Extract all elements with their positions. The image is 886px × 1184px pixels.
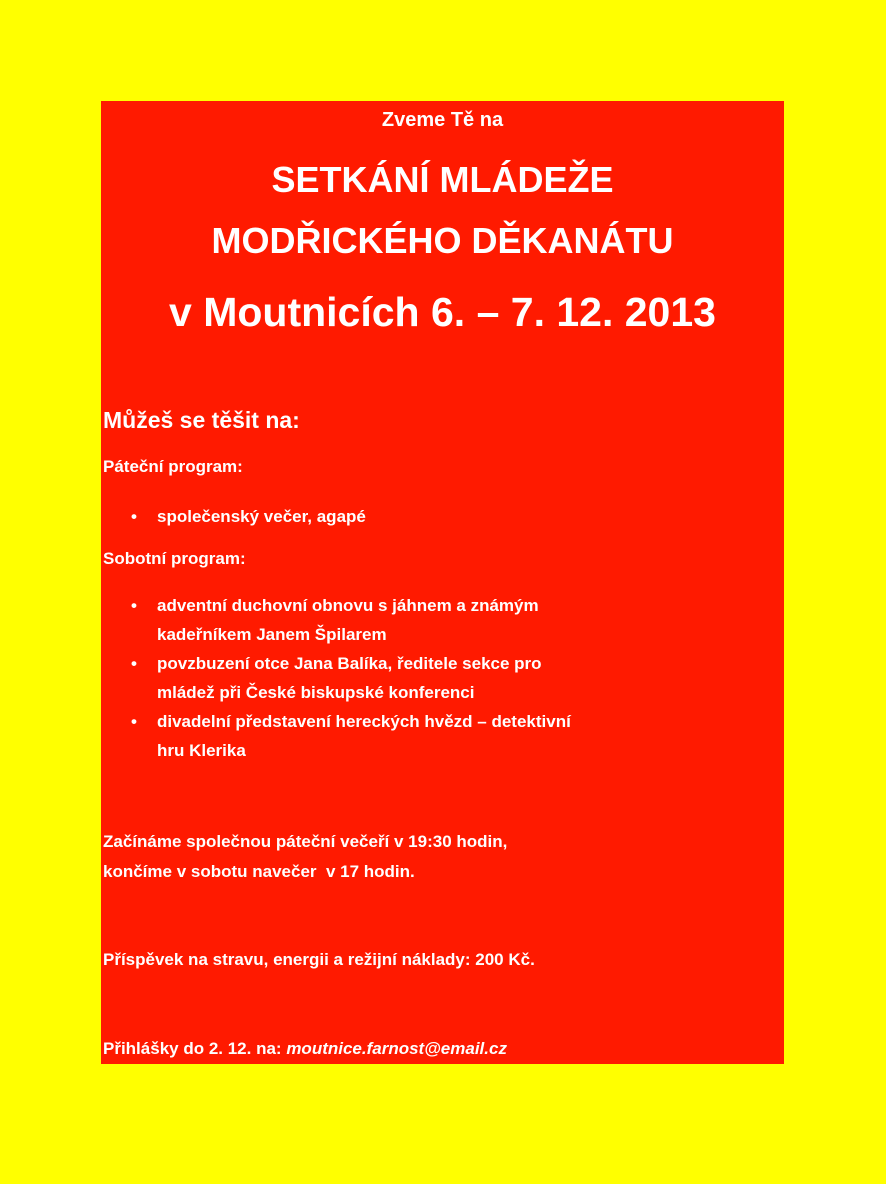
signup-email-link[interactable]: moutnice.farnost@email.cz — [286, 1039, 507, 1058]
title-line-2: MODŘICKÉHO DĚKANÁTU — [211, 220, 674, 261]
title-line-3: v Moutnicích 6. – 7. 12. 2013 — [169, 289, 716, 335]
saturday-heading: Sobotní program: — [103, 549, 246, 568]
list-item-text: divadelní představení hereckých hvězd – detektivní — [157, 712, 571, 731]
list-item-text: povzbuzení otce Jana Balíka, ředitele sekce pro — [157, 654, 542, 673]
bullet-icon: • — [131, 712, 137, 731]
program-lead: Můžeš se těšit na: — [103, 407, 300, 433]
schedule-line-2: končíme v sobotu navečer v 17 hodin. — [103, 862, 415, 881]
signup-paragraph — [103, 1034, 507, 1064]
title-line-1: SETKÁNÍ MLÁDEŽE — [271, 159, 614, 200]
invitation-poster — [101, 101, 784, 1064]
friday-heading: Páteční program: — [103, 457, 243, 476]
list-item — [129, 649, 571, 678]
bullet-icon: • — [131, 507, 137, 526]
list-item — [129, 707, 571, 736]
list-item-text: mládež při České biskupské konferenci — [157, 683, 475, 702]
invite-line: Zveme Tě na — [381, 109, 504, 131]
list-item-continuation — [129, 736, 571, 765]
list-item — [129, 591, 571, 620]
saturday-list — [129, 591, 571, 765]
list-item-text: společenský večer, agapé — [157, 507, 366, 526]
list-item-text: kadeřníkem Janem Špilarem — [157, 625, 387, 644]
list-item — [129, 502, 366, 531]
signup-label: Přihlášky do 2. 12. na: — [103, 1039, 287, 1058]
list-item-continuation — [129, 678, 571, 707]
friday-list — [129, 502, 366, 531]
list-item-continuation — [129, 620, 571, 649]
schedule-line-1: Začínáme společnou páteční večeří v 19:30 hodin, — [103, 832, 508, 851]
bullet-icon: • — [131, 654, 137, 673]
list-item-text: adventní duchovní obnovu s jáhnem a známým — [157, 596, 539, 615]
list-item-text: hru Klerika — [157, 741, 246, 760]
fee-paragraph: Příspěvek na stravu, energii a režijní náklady: 200 Kč. — [103, 950, 535, 969]
schedule-paragraph — [103, 827, 507, 887]
bullet-icon: • — [131, 596, 137, 615]
